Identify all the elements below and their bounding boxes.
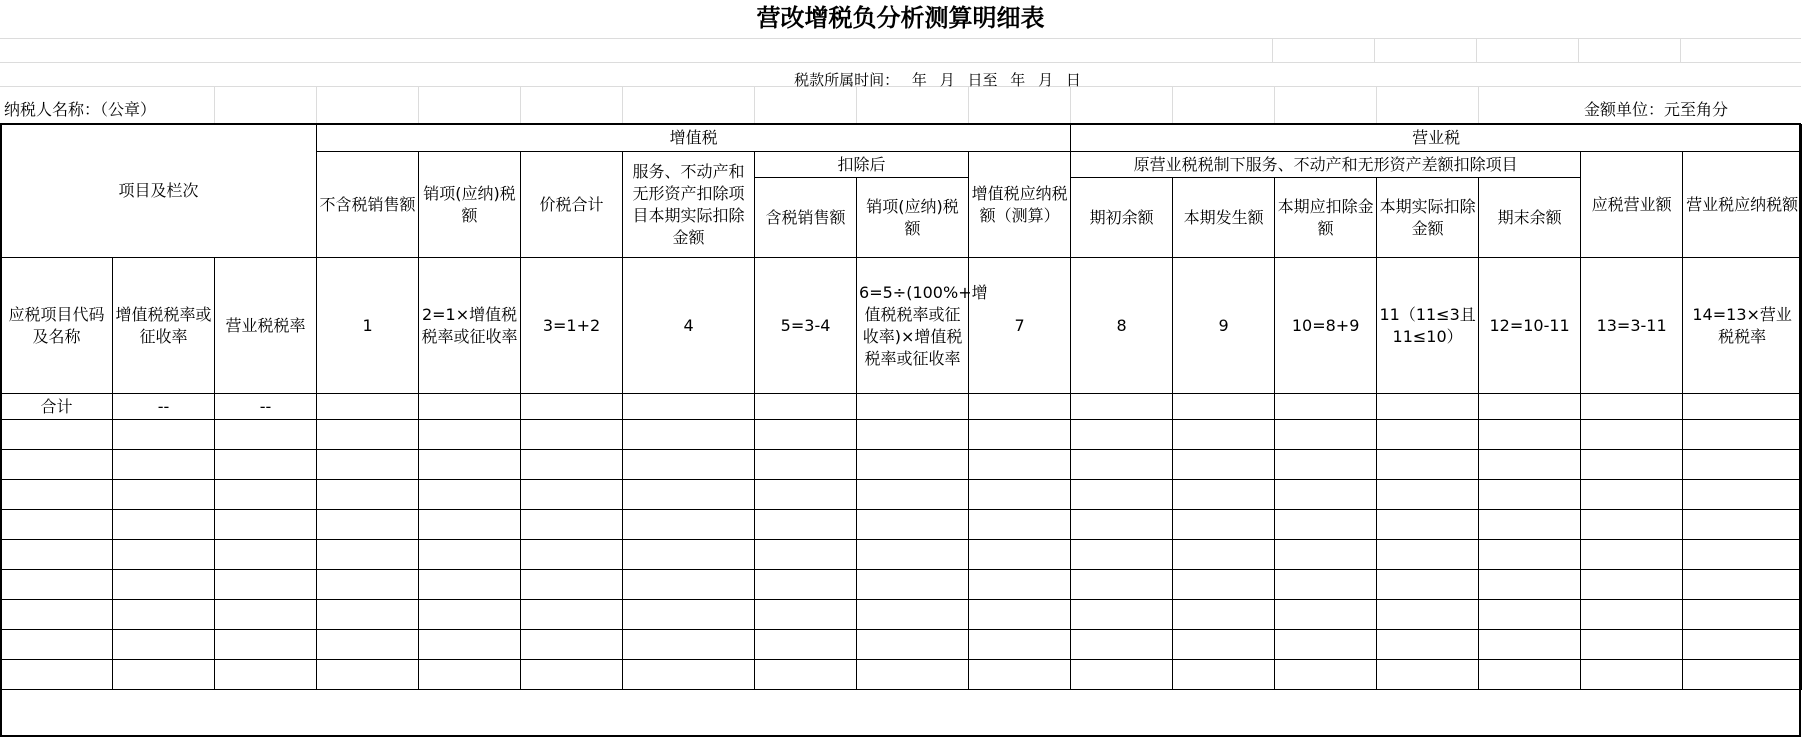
- business-tax-group-header: 营业税: [1071, 125, 1802, 152]
- table-cell[interactable]: [1377, 540, 1479, 570]
- formula-cell: 3=1+2: [521, 258, 623, 394]
- table-cell[interactable]: [755, 570, 857, 600]
- table-cell[interactable]: [969, 660, 1071, 690]
- table-cell[interactable]: [755, 480, 857, 510]
- table-cell[interactable]: [215, 570, 317, 600]
- table-cell[interactable]: [113, 420, 215, 450]
- table-cell[interactable]: [1275, 630, 1377, 660]
- table-cell[interactable]: [317, 570, 419, 600]
- table-cell[interactable]: [1683, 480, 1802, 510]
- formula-cell: 5=3-4: [755, 258, 857, 394]
- table-cell[interactable]: [623, 540, 755, 570]
- table-cell[interactable]: [1173, 450, 1275, 480]
- table-cell[interactable]: [623, 394, 755, 420]
- table-cell[interactable]: [1377, 600, 1479, 630]
- table-cell[interactable]: [1479, 600, 1581, 630]
- col-current-actual: 本期实际扣除金额: [1377, 178, 1479, 258]
- table-cell[interactable]: [419, 570, 521, 600]
- table-row: [1, 630, 1802, 660]
- table-row: [1, 540, 1802, 570]
- table-cell[interactable]: [1377, 420, 1479, 450]
- table-cell[interactable]: [1581, 660, 1683, 690]
- table-cell[interactable]: [755, 660, 857, 690]
- col-current-deductible: 本期应扣除金额: [1275, 178, 1377, 258]
- col-closing-balance: 期末余额: [1479, 178, 1581, 258]
- tax-period-month-end: 月: [1038, 71, 1054, 89]
- table-cell[interactable]: [419, 510, 521, 540]
- table-cell[interactable]: [1071, 660, 1173, 690]
- table-cell[interactable]: [1173, 394, 1275, 420]
- table-cell[interactable]: [1683, 510, 1802, 540]
- table-cell[interactable]: [317, 540, 419, 570]
- table-cell[interactable]: [755, 450, 857, 480]
- table-cell[interactable]: [857, 510, 969, 540]
- col-vat-payable: 增值税应纳税额（测算）: [969, 152, 1071, 258]
- table-cell[interactable]: [1377, 630, 1479, 660]
- table-cell[interactable]: [1, 540, 113, 570]
- table-cell[interactable]: [521, 630, 623, 660]
- table-cell[interactable]: [1581, 570, 1683, 600]
- page-title: 营改增税负分析测算明细表: [756, 3, 1045, 32]
- table-cell[interactable]: [623, 570, 755, 600]
- table-cell[interactable]: [419, 480, 521, 510]
- table-cell[interactable]: [1683, 420, 1802, 450]
- table-cell[interactable]: [521, 570, 623, 600]
- table-cell[interactable]: [857, 630, 969, 660]
- formula-cell: 14=13×营业税税率: [1683, 258, 1802, 394]
- table-cell[interactable]: [1173, 540, 1275, 570]
- table-cell[interactable]: [623, 480, 755, 510]
- formula-cell: 6=5÷(100%+增值税税率或征收率)×增值税税率或征收率: [857, 258, 969, 394]
- table-cell[interactable]: [317, 660, 419, 690]
- formula-cell: 4: [623, 258, 755, 394]
- table-cell[interactable]: [419, 450, 521, 480]
- table-row: [1, 480, 1802, 510]
- table-cell[interactable]: [317, 420, 419, 450]
- col-total-price-tax: 价税合计: [521, 152, 623, 258]
- table-cell[interactable]: [857, 540, 969, 570]
- after-deduction-header: 扣除后: [755, 152, 969, 178]
- table-cell[interactable]: [1377, 394, 1479, 420]
- table-cell[interactable]: [317, 510, 419, 540]
- table-cell[interactable]: [1071, 510, 1173, 540]
- tax-analysis-table: [0, 124, 1802, 690]
- table-cell[interactable]: [113, 540, 215, 570]
- tax-period-year-end: 年: [1010, 71, 1026, 89]
- table-cell[interactable]: [755, 630, 857, 660]
- table-row: [1, 510, 1802, 540]
- table-cell[interactable]: [1, 600, 113, 630]
- table-cell[interactable]: [1173, 420, 1275, 450]
- table-cell[interactable]: [857, 570, 969, 600]
- table-cell[interactable]: [623, 510, 755, 540]
- table-cell[interactable]: [317, 450, 419, 480]
- table-cell[interactable]: [1377, 510, 1479, 540]
- table-cell[interactable]: [623, 420, 755, 450]
- tax-period-year-start: 年: [911, 71, 927, 89]
- table-cell[interactable]: [215, 660, 317, 690]
- table-cell[interactable]: [113, 630, 215, 660]
- table-row: [1, 660, 1802, 690]
- table-cell[interactable]: [1071, 450, 1173, 480]
- table-cell[interactable]: [317, 394, 419, 420]
- table-cell[interactable]: [1071, 570, 1173, 600]
- col-sales-excl-tax: 不含税销售额: [317, 152, 419, 258]
- table-cell[interactable]: [1683, 394, 1802, 420]
- table-cell[interactable]: [623, 600, 755, 630]
- col-bt-payable: 营业税应纳税额: [1683, 152, 1802, 258]
- col-bt-rate: 营业税税率: [215, 258, 317, 394]
- table-cell[interactable]: [317, 480, 419, 510]
- table-cell[interactable]: [1275, 660, 1377, 690]
- table-cell[interactable]: [521, 420, 623, 450]
- table-cell[interactable]: [1, 570, 113, 600]
- table-cell[interactable]: [857, 420, 969, 450]
- table-cell[interactable]: [1, 450, 113, 480]
- table-cell[interactable]: [755, 420, 857, 450]
- tax-period: [0, 68, 1801, 92]
- table-cell[interactable]: [1377, 480, 1479, 510]
- table-cell[interactable]: [1581, 450, 1683, 480]
- formula-cell: 7: [969, 258, 1071, 394]
- table-cell[interactable]: [215, 600, 317, 630]
- table-cell[interactable]: [1581, 394, 1683, 420]
- table-cell[interactable]: [215, 540, 317, 570]
- table-cell[interactable]: [969, 394, 1071, 420]
- tax-period-day-end: 日: [1065, 71, 1081, 89]
- table-cell[interactable]: [1377, 570, 1479, 600]
- table-cell[interactable]: [969, 420, 1071, 450]
- table-cell[interactable]: [623, 660, 755, 690]
- table-cell[interactable]: [1, 510, 113, 540]
- table-cell[interactable]: [1071, 630, 1173, 660]
- col-output-tax-after: 销项(应纳)税额: [857, 178, 969, 258]
- table-cell[interactable]: [521, 450, 623, 480]
- table-row: [1, 420, 1802, 450]
- table-cell[interactable]: [857, 450, 969, 480]
- table-cell[interactable]: [521, 480, 623, 510]
- table-cell[interactable]: [113, 510, 215, 540]
- col-current-incurred: 本期发生额: [1173, 178, 1275, 258]
- table-cell[interactable]: [419, 630, 521, 660]
- table-cell[interactable]: [1173, 630, 1275, 660]
- table-cell[interactable]: [755, 394, 857, 420]
- table-cell[interactable]: [1071, 540, 1173, 570]
- table-cell[interactable]: [1173, 660, 1275, 690]
- table-cell[interactable]: [1377, 660, 1479, 690]
- table-cell[interactable]: [1275, 480, 1377, 510]
- table-cell[interactable]: [1479, 450, 1581, 480]
- table-cell[interactable]: [1479, 420, 1581, 450]
- amount-unit-label: 金额单位：元至角分: [1584, 100, 1729, 119]
- table-cell[interactable]: [969, 540, 1071, 570]
- table-cell[interactable]: [317, 630, 419, 660]
- formula-cell: 2=1×增值税税率或征收率: [419, 258, 521, 394]
- formula-cell: 9: [1173, 258, 1275, 394]
- formula-cell: 1: [317, 258, 419, 394]
- table-cell[interactable]: [1275, 450, 1377, 480]
- table-cell[interactable]: [1275, 510, 1377, 540]
- tax-period-label: 税款所属时间：: [794, 71, 900, 89]
- table-cell[interactable]: [1683, 540, 1802, 570]
- total-vat-rate-dash: --: [113, 394, 215, 420]
- table-cell[interactable]: [1479, 510, 1581, 540]
- table-cell[interactable]: [1275, 420, 1377, 450]
- table-row: [1, 450, 1802, 480]
- table-cell[interactable]: [969, 450, 1071, 480]
- table-cell[interactable]: [755, 600, 857, 630]
- col-sales-incl-tax: 含税销售额: [755, 178, 857, 258]
- table-cell[interactable]: [1581, 600, 1683, 630]
- table-cell[interactable]: [1479, 660, 1581, 690]
- table-cell[interactable]: [1683, 570, 1802, 600]
- table-cell[interactable]: [1, 480, 113, 510]
- table-cell[interactable]: [521, 600, 623, 630]
- table-cell[interactable]: [1275, 394, 1377, 420]
- formula-cell: 11（11≤3且11≤10）: [1377, 258, 1479, 394]
- col-deduction-current: 服务、不动产和无形资产扣除项目本期实际扣除金额: [623, 152, 755, 258]
- table-cell[interactable]: [1479, 630, 1581, 660]
- table-cell[interactable]: [113, 600, 215, 630]
- table-cell[interactable]: [317, 600, 419, 630]
- col-taxable-revenue: 应税营业额: [1581, 152, 1683, 258]
- table-cell[interactable]: [969, 600, 1071, 630]
- formula-cell: 13=3-11: [1581, 258, 1683, 394]
- table-cell[interactable]: [623, 450, 755, 480]
- table-cell[interactable]: [113, 450, 215, 480]
- table-cell[interactable]: [1173, 600, 1275, 630]
- table-cell[interactable]: [419, 600, 521, 630]
- table-cell[interactable]: [1479, 540, 1581, 570]
- table-cell[interactable]: [1683, 450, 1802, 480]
- table-cell[interactable]: [521, 510, 623, 540]
- table-cell[interactable]: [215, 510, 317, 540]
- table-cell[interactable]: [1581, 540, 1683, 570]
- project-header: 项目及栏次: [1, 125, 317, 258]
- table-cell[interactable]: [113, 570, 215, 600]
- table-cell[interactable]: [1581, 510, 1683, 540]
- table-cell[interactable]: [521, 540, 623, 570]
- table-cell[interactable]: [969, 630, 1071, 660]
- table-cell[interactable]: [1275, 600, 1377, 630]
- col-output-tax: 销项(应纳)税额: [419, 152, 521, 258]
- table-cell[interactable]: [755, 540, 857, 570]
- table-cell[interactable]: [1683, 600, 1802, 630]
- table-cell[interactable]: [521, 660, 623, 690]
- table-cell[interactable]: [1071, 480, 1173, 510]
- col-item-code: 应税项目代码及名称: [1, 258, 113, 394]
- table-cell[interactable]: [1, 660, 113, 690]
- table-cell[interactable]: [113, 480, 215, 510]
- table-cell[interactable]: [969, 570, 1071, 600]
- tax-period-month-start: 月: [939, 71, 955, 89]
- table-cell[interactable]: [1581, 630, 1683, 660]
- table-cell[interactable]: [623, 630, 755, 660]
- bt-deduction-group-header: 原营业税税制下服务、不动产和无形资产差额扣除项目: [1071, 152, 1581, 178]
- table-cell[interactable]: [857, 660, 969, 690]
- table-cell[interactable]: [1683, 630, 1802, 660]
- table-cell[interactable]: [1, 630, 113, 660]
- col-opening-balance: 期初余额: [1071, 178, 1173, 258]
- table-cell[interactable]: [1, 420, 113, 450]
- table-cell[interactable]: [857, 394, 969, 420]
- table-cell[interactable]: [113, 660, 215, 690]
- table-cell[interactable]: [1173, 510, 1275, 540]
- table-cell[interactable]: [1173, 570, 1275, 600]
- table-cell[interactable]: [419, 660, 521, 690]
- table-cell[interactable]: [857, 480, 969, 510]
- taxpayer-name-label: 纳税人名称：（公章）: [4, 100, 157, 119]
- total-bt-rate-dash: --: [215, 394, 317, 420]
- col-vat-rate: 增值税税率或征收率: [113, 258, 215, 394]
- table-cell[interactable]: [419, 394, 521, 420]
- table-row: [1, 570, 1802, 600]
- table-cell[interactable]: [1275, 570, 1377, 600]
- formula-cell: 10=8+9: [1275, 258, 1377, 394]
- table-cell[interactable]: [1581, 480, 1683, 510]
- table-cell[interactable]: [215, 630, 317, 660]
- table-cell[interactable]: [1275, 540, 1377, 570]
- formula-cell: 8: [1071, 258, 1173, 394]
- table-cell[interactable]: [969, 510, 1071, 540]
- formula-cell: 12=10-11: [1479, 258, 1581, 394]
- table-cell[interactable]: [215, 450, 317, 480]
- table-cell[interactable]: [1377, 450, 1479, 480]
- table-cell[interactable]: [1683, 660, 1802, 690]
- table-cell[interactable]: [857, 600, 969, 630]
- table-cell[interactable]: [215, 480, 317, 510]
- table-cell[interactable]: [755, 510, 857, 540]
- table-cell[interactable]: [419, 420, 521, 450]
- table-cell[interactable]: [1479, 480, 1581, 510]
- table-cell[interactable]: [1479, 570, 1581, 600]
- vat-group-header: 增值税: [317, 125, 1071, 152]
- table-cell[interactable]: [1479, 394, 1581, 420]
- table-cell[interactable]: [521, 394, 623, 420]
- table-cell[interactable]: [1581, 420, 1683, 450]
- table-cell[interactable]: [1071, 394, 1173, 420]
- table-cell[interactable]: [215, 420, 317, 450]
- table-row: [1, 600, 1802, 630]
- total-label: 合计: [1, 394, 113, 420]
- table-cell[interactable]: [419, 540, 521, 570]
- table-cell[interactable]: [1173, 480, 1275, 510]
- tax-period-day-start: 日至: [967, 71, 998, 89]
- table-cell[interactable]: [1071, 600, 1173, 630]
- table-cell[interactable]: [969, 480, 1071, 510]
- table-cell[interactable]: [1071, 420, 1173, 450]
